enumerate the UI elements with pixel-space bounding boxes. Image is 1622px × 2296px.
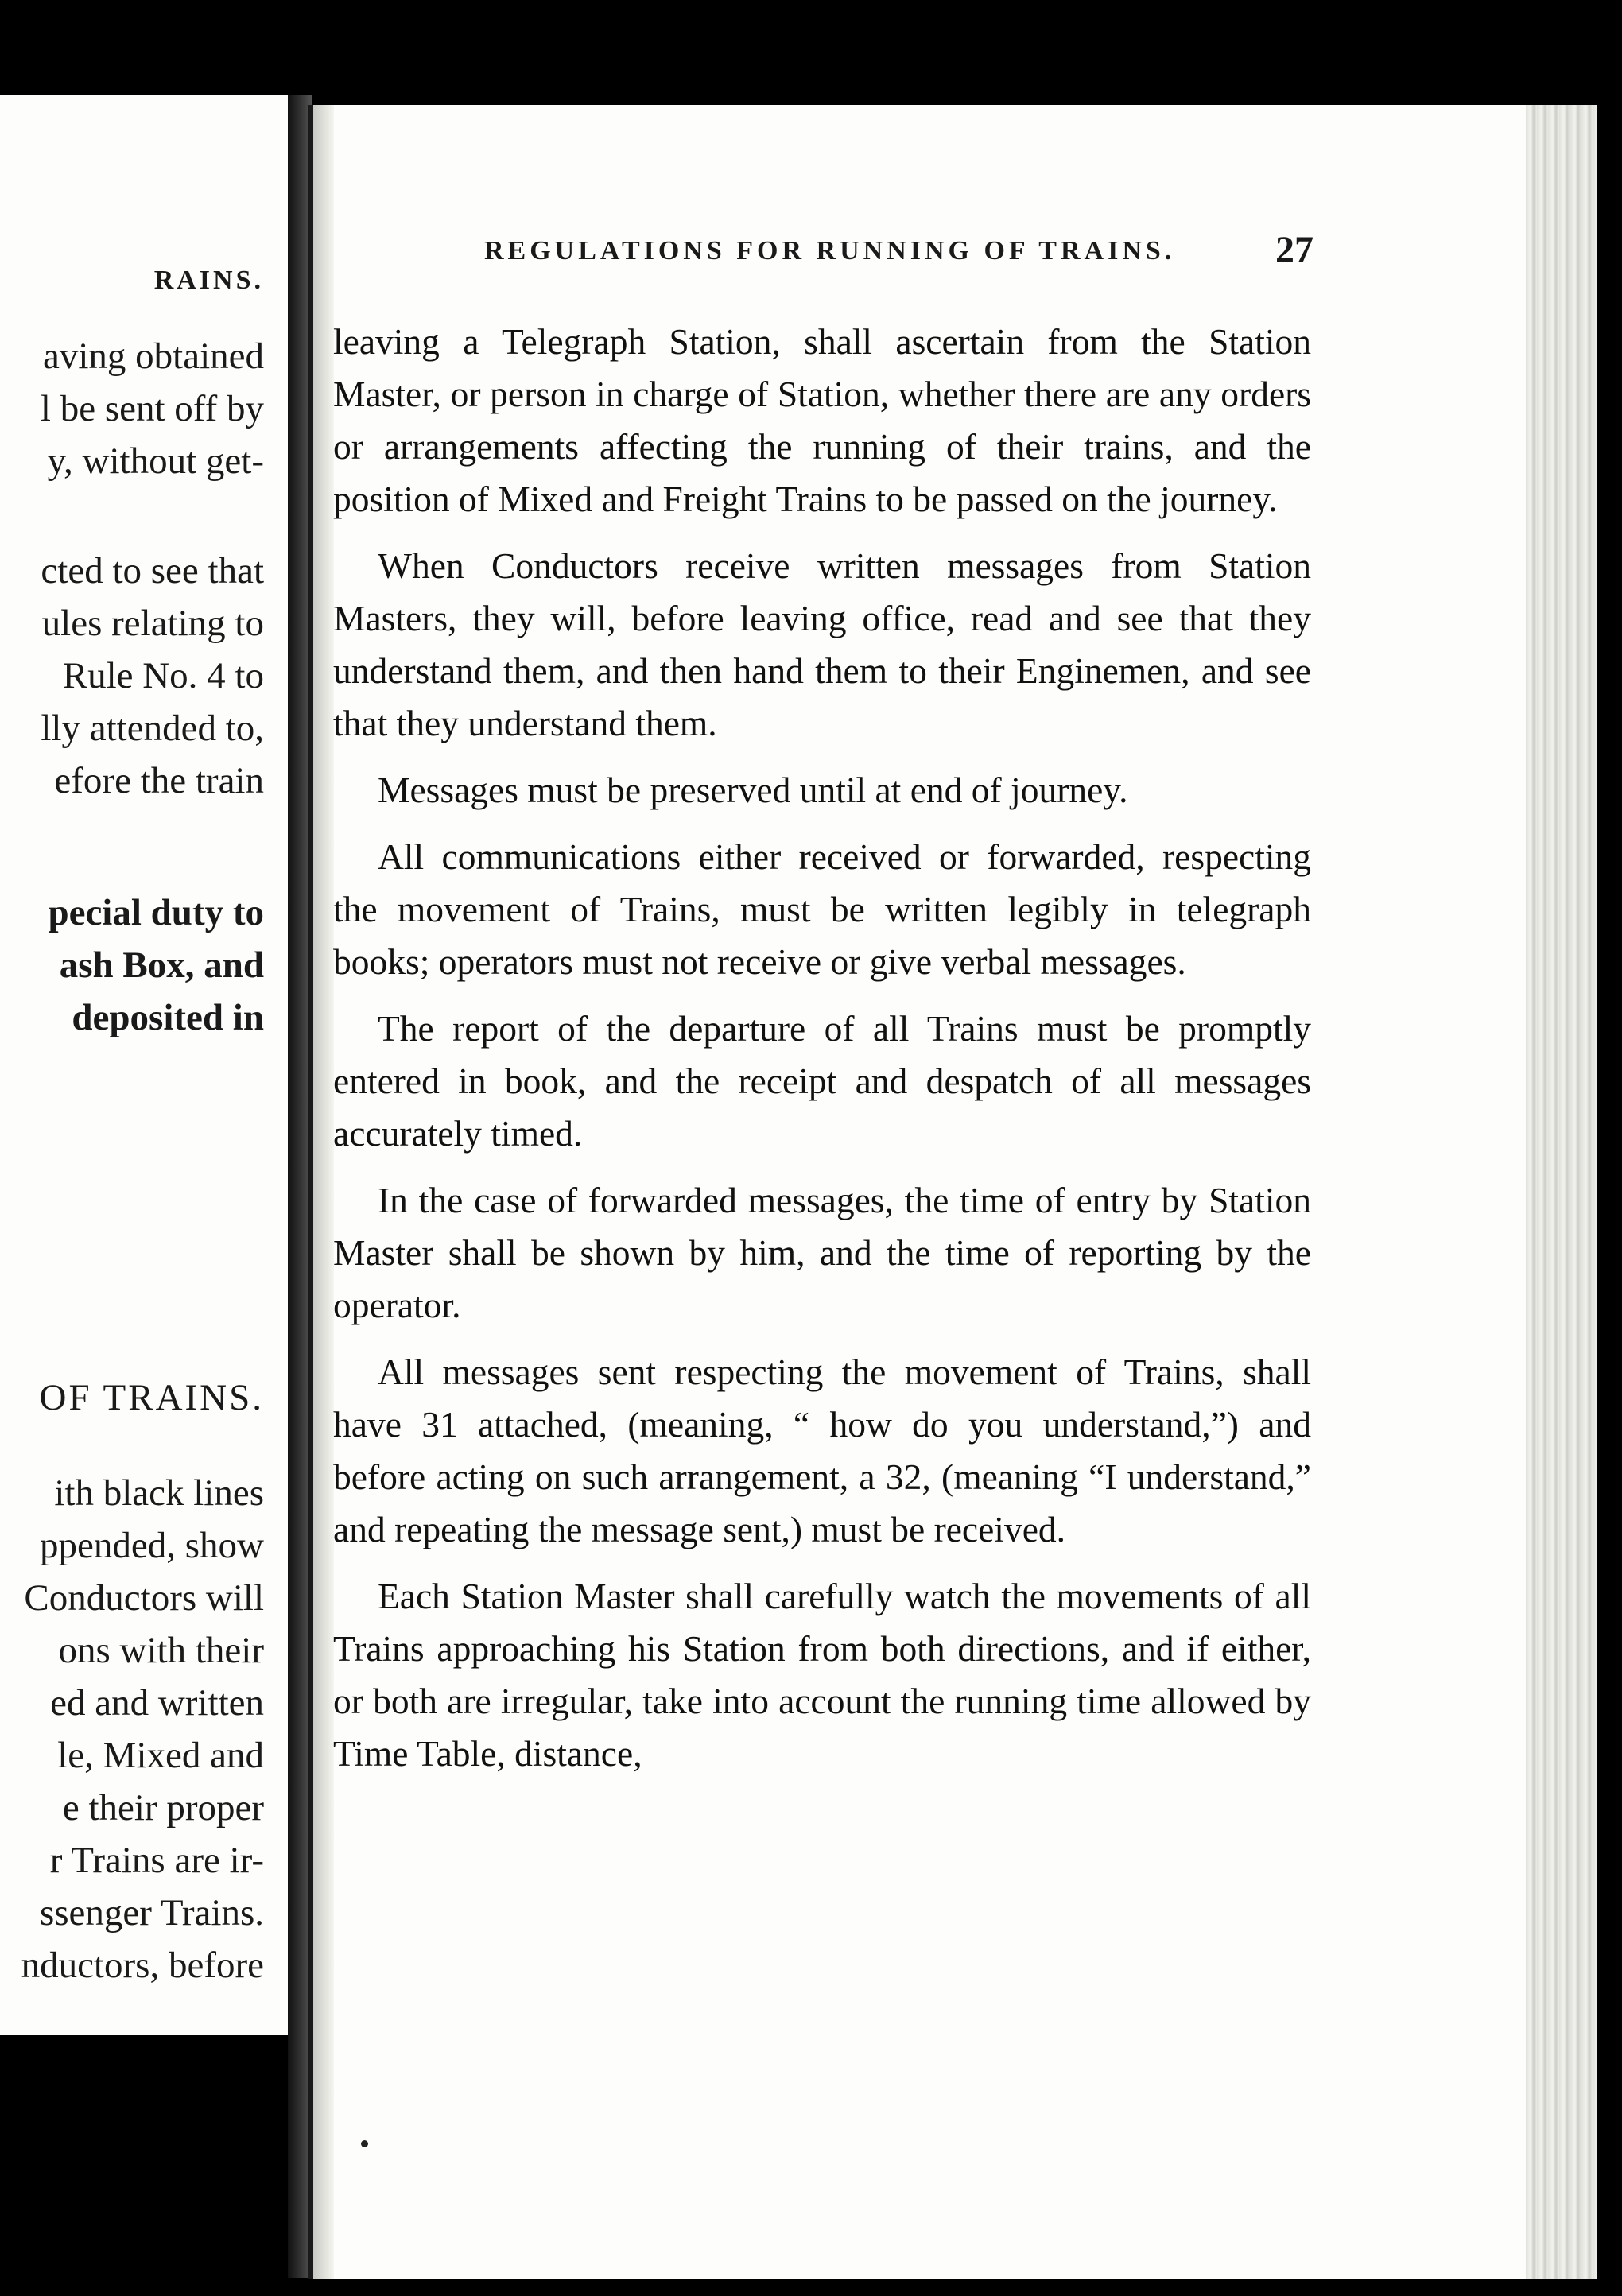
paragraph: Each Station Master shall carefully watch the movements of all Trains approaching his Station from both directions, and if either, or both are irregular, take into account the running time allowed by Time Table, distance, <box>333 1576 1311 1774</box>
left-line: aving obtained <box>42 335 264 377</box>
left-line: e their proper <box>62 1787 264 1829</box>
left-line: le, Mixed and <box>57 1735 264 1776</box>
left-line: ith black lines <box>54 1472 264 1514</box>
page-shadow <box>313 105 334 2279</box>
paragraph: In the case of forwarded messages, the time of entry by Station Master shall be shown by him, and the time of reporting by the operator. <box>333 1180 1311 1325</box>
left-running-head: RAINS. <box>153 266 264 295</box>
left-line: cted to see that <box>41 550 264 591</box>
left-line: ssenger Trains. <box>39 1892 264 1933</box>
left-line: Conductors will <box>24 1577 264 1619</box>
paragraph: When Conductors receive written messages from Station Masters, they will, before leaving office, read and see that they understand them, and then hand them to their Enginemen, and see that they understand them. <box>333 545 1311 743</box>
left-line: ed and written <box>50 1682 264 1724</box>
paragraph: The report of the departure of all Trains must be promptly entered in book, and the receipt and despatch of all messages accurately timed. <box>333 1008 1311 1154</box>
left-line: y, without get- <box>47 440 264 482</box>
left-line: ppended, show <box>40 1525 264 1566</box>
paragraph: Messages must be preserved until at end of journey. <box>378 770 1128 810</box>
paragraph: All messages sent respecting the movement of Trains, shall have 31 attached, (meaning, “ how do you understand,”) and before acting on such arrangement, a 32, (meaning “I understand,” and repeating the message sent,) must be received. <box>333 1352 1311 1549</box>
right-page <box>308 105 1597 2279</box>
left-line: nductors, before <box>21 1945 264 1986</box>
left-line: ons with their <box>58 1630 264 1671</box>
page-number: 27 <box>1275 229 1314 271</box>
body-text <box>333 316 1311 1794</box>
left-line: lly attended to, <box>41 708 264 749</box>
left-line-bold: ash Box, and <box>59 944 264 986</box>
left-line-bold: pecial duty to <box>48 892 264 933</box>
left-line: efore the train <box>54 760 264 801</box>
running-head: REGULATIONS FOR RUNNING OF TRAINS. <box>484 236 1176 266</box>
paragraph: All communications either received or forwarded, respecting the movement of Trains, must be written legibly in telegraph books; operators must not receive or give verbal messages. <box>333 836 1311 982</box>
left-section-heading: OF TRAINS. <box>39 1377 264 1418</box>
paragraph: leaving a Telegraph Station, shall ascertain from the Station Master, or person in charge of Station, whether there are any orders or arrangements affecting the running of their trains, and the position of Mixed and Freight Trains to be passed on the journey. <box>333 321 1311 519</box>
ink-dot <box>361 2140 368 2147</box>
left-line-bold: deposited in <box>72 997 264 1038</box>
left-line: ules relating to <box>41 603 264 644</box>
left-line: l be sent off by <box>40 388 264 429</box>
page-edge <box>1526 105 1597 2279</box>
left-page <box>0 95 290 2035</box>
left-line: Rule No. 4 to <box>62 655 264 696</box>
left-line: r Trains are ir- <box>49 1840 264 1881</box>
